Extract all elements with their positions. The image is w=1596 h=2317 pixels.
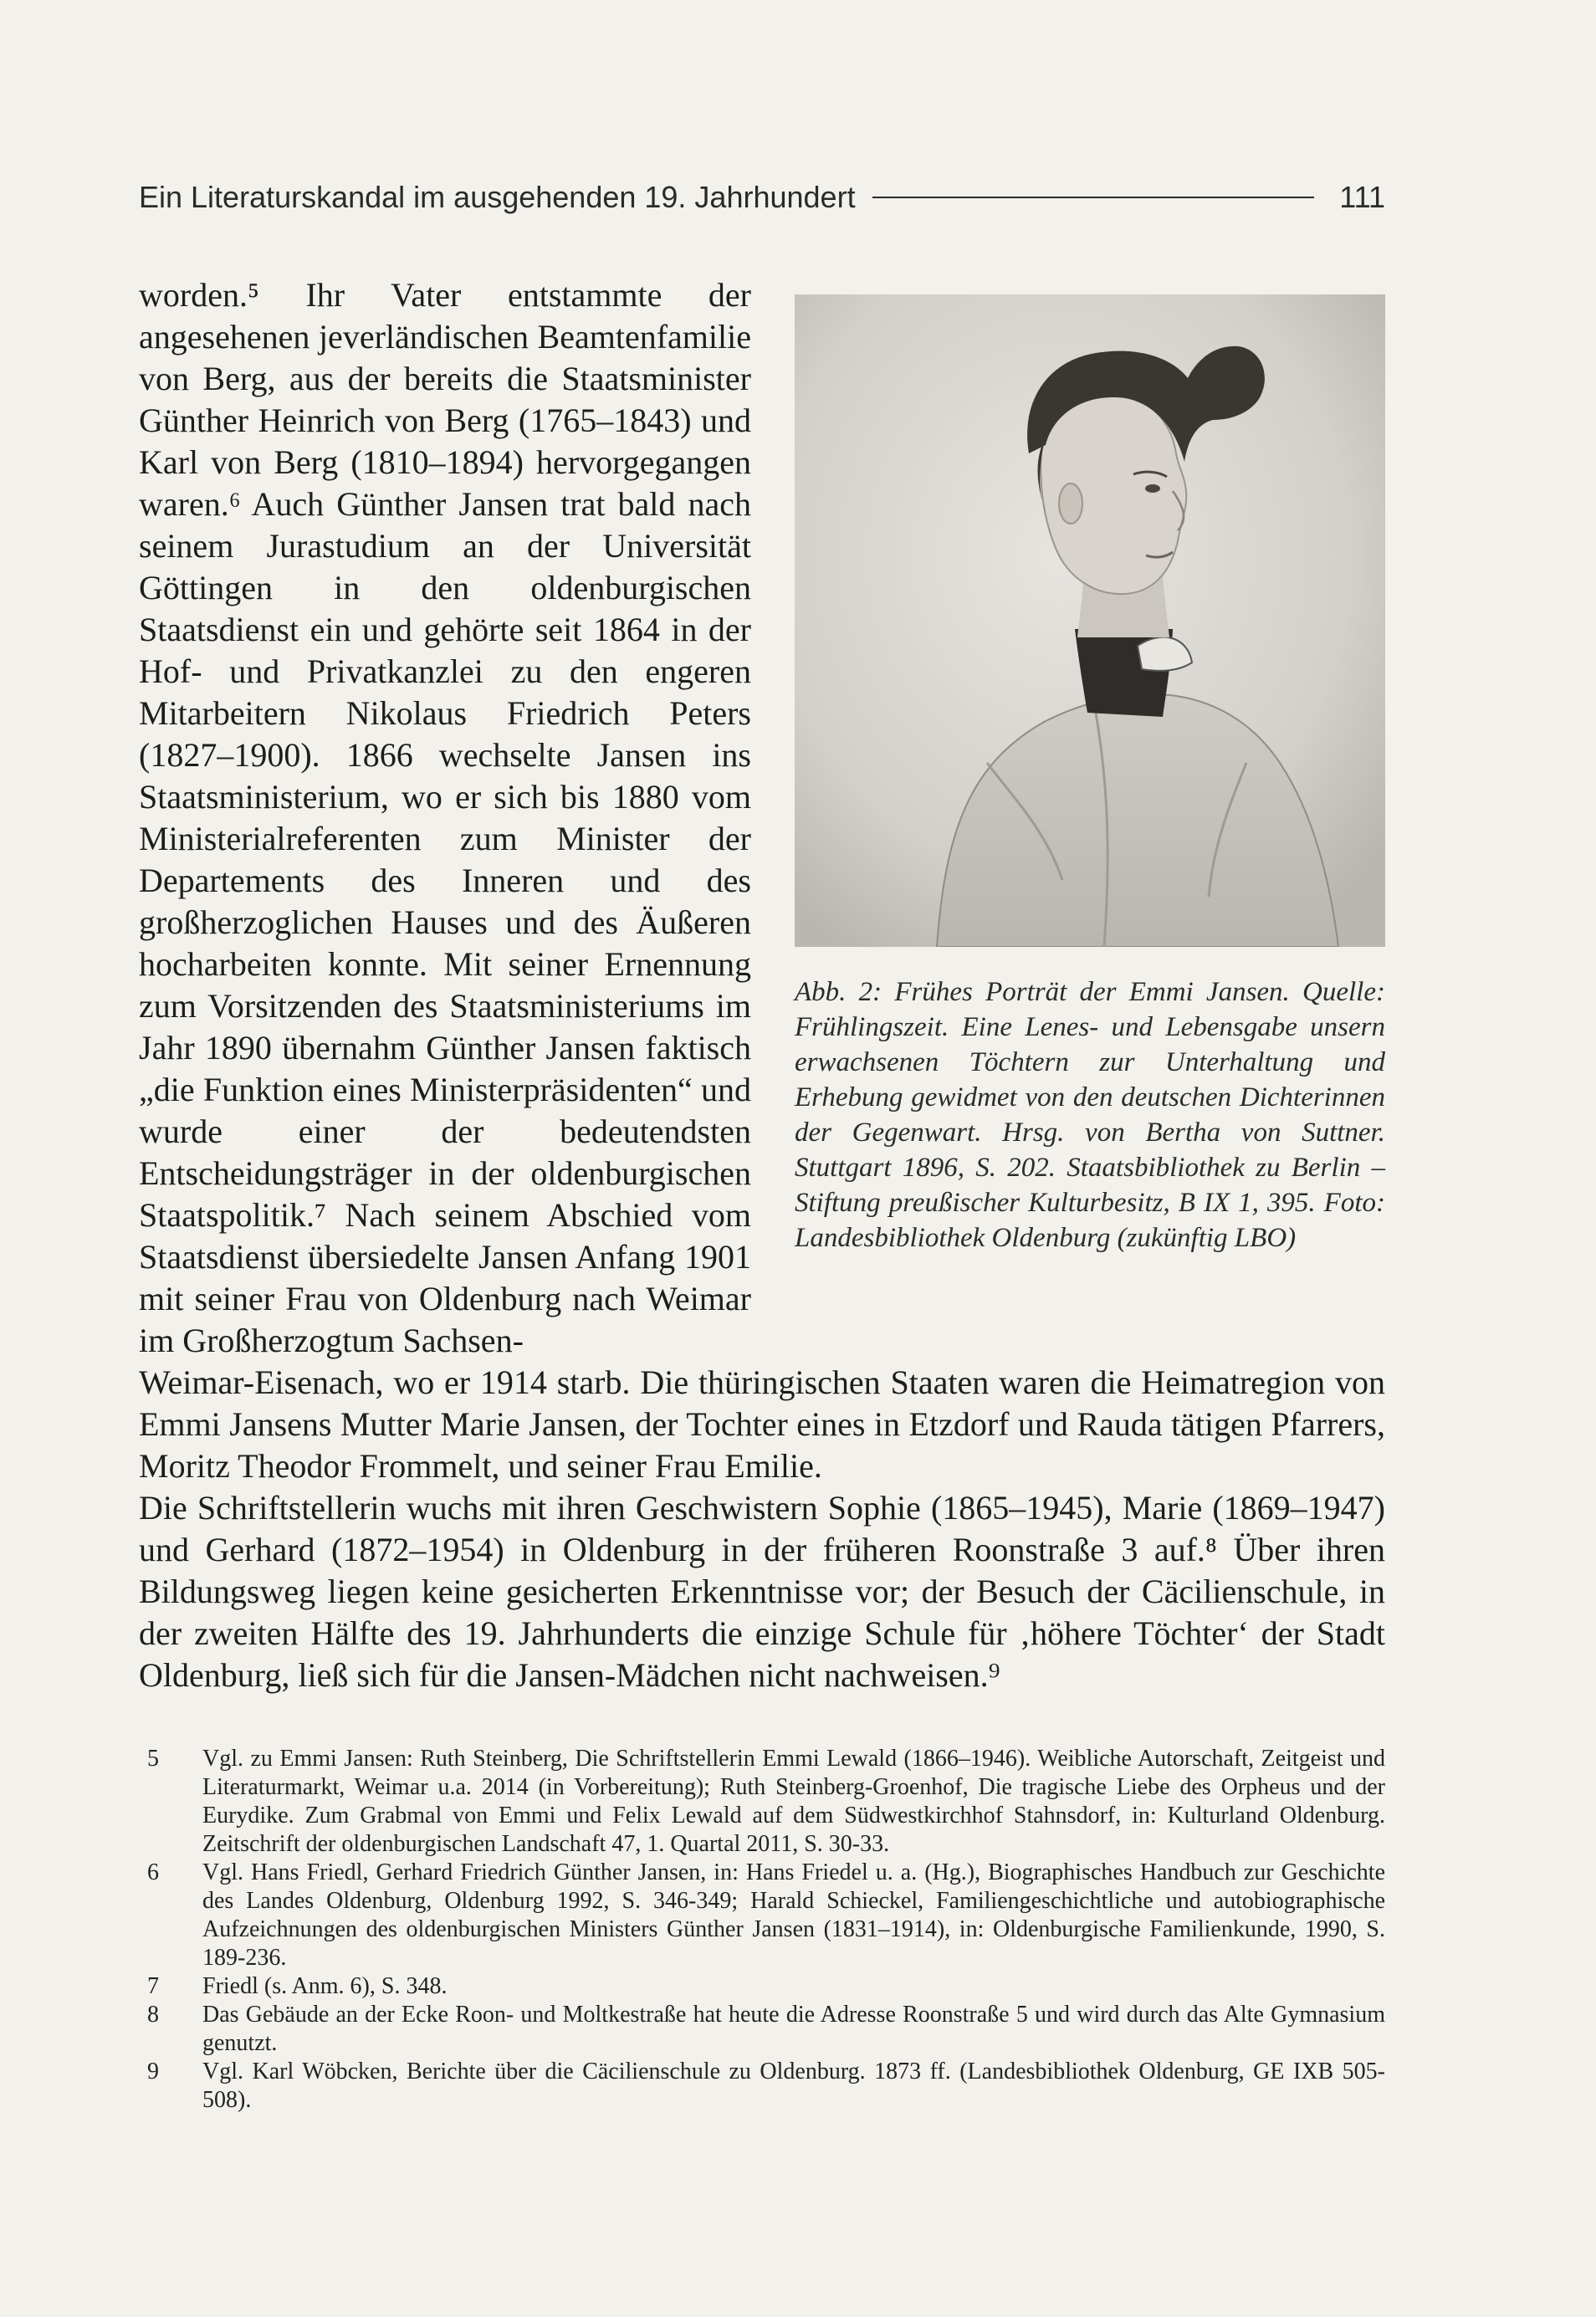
running-title: Ein Literaturskandal im ausgehenden 19. Jahrhundert [139, 180, 856, 214]
body-left-column [139, 274, 751, 1362]
footnote-text: Vgl. Hans Friedl, Gerhard Friedrich Günther Jansen, in: Hans Friedel u. a. (Hg.), Biographisches Handbuch zur Geschichte des Landes Oldenburg, Oldenburg 1992, S. 346-349; Harald Schieckel, Familiengeschichtliche und autobiographische Aufzeichnungen des oldenburgischen Ministers Günther Jansen (1831–1914), in: Oldenburgische Familienkunde, 1990, S. 189-236. [202, 1859, 1385, 1971]
header-rule [872, 197, 1315, 198]
footnote-number: 7 [147, 1973, 159, 1999]
paragraph-left-column: worden.⁵ Ihr Vater entstammte der angesehenen jeverländischen Beamtenfamilie von Berg, aus der bereits die Staatsminister Günther Heinrich von Berg (1765–1843) und Karl von Berg (1810–1894) hervorgegangen waren.⁶ Auch Günther Jansen trat bald nach seinem Jurastudium an der Universität Göttingen in den oldenburgischen Staatsdienst ein und gehörte seit 1864 in der Hof- und Privatkanzlei zu den engeren Mitarbeitern Nikolaus Friedrich Peters (1827–1900). 1866 wechselte Jansen ins Staatsministerium, wo er sich bis 1880 vom Ministerialreferenten zum Minister der Departements des Inneren und des großherzoglichen Hauses und des Äußeren hocharbeiten konnte. Mit seiner Ernennung zum Vorsitzenden des Staatsministeriums im Jahr 1890 übernahm Günther Jansen faktisch „die Funktion eines Ministerpräsidenten“ und wurde einer der bedeutendsten Entscheidungsträger in der oldenburgischen Staatspolitik.⁷ Nach seinem Abschied vom Staatsdienst übersiedelte Jansen Anfang 1901 mit seiner Frau von Oldenburg nach Weimar im Großherzogtum Sachsen- [139, 276, 751, 1359]
footnote [139, 1745, 1385, 1859]
footnote-number: 8 [147, 2002, 159, 2028]
footnote-number: 9 [147, 2059, 159, 2084]
footnotes [139, 1745, 1385, 2115]
footnote-text: Vgl. zu Emmi Jansen: Ruth Steinberg, Die Schriftstellerin Emmi Lewald (1866–1946). Weibliche Autorschaft, Zeitgeist und Literaturmarkt, Weimar u.a. 2014 (in Vorbereitung); Ruth Steinberg-Groenhof, Die tragische Liebe des Orpheus und der Eurydike. Zum Grabmal von Emmi und Felix Lewald auf dem Südwestkirchhof Stahnsdorf, in: Kulturland Oldenburg. Zeitschrift der oldenburgischen Landschaft 47, 1. Quartal 2011, S. 30-33. [202, 1746, 1385, 1857]
footnote [139, 2001, 1385, 2058]
portrait-photo [795, 294, 1385, 947]
footnote-text: Das Gebäude an der Ecke Roon- und Moltkestraße hat heute die Adresse Roonstraße 5 und wird durch das Alte Gymnasium genutzt. [202, 2002, 1385, 2056]
footnote [139, 2058, 1385, 2115]
page-number: 111 [1339, 180, 1385, 214]
body-full-width [139, 1362, 1385, 1696]
footnote-text: Vgl. Karl Wöbcken, Berichte über die Cäcilienschule zu Oldenburg. 1873 ff. (Landesbibliothek Oldenburg, GE IXB 505-508). [202, 2059, 1385, 2113]
paragraph-continuation: Weimar-Eisenach, wo er 1914 starb. Die thüringischen Staaten waren die Heimatregion von Emmi Jansens Mutter Marie Jansen, der Tochter eines in Etzdorf und Rauda tätigen Pfarrers, Moritz Theodor Frommelt, und seiner Frau Emilie. [139, 1363, 1385, 1485]
running-header [139, 172, 1385, 222]
footnote-number: 6 [147, 1859, 159, 1885]
footnote-number: 5 [147, 1746, 159, 1772]
footnote [139, 1859, 1385, 1972]
footnote-text: Friedl (s. Anm. 6), S. 348. [202, 1973, 448, 1999]
paragraph-schriftstellerin: Die Schriftstellerin wuchs mit ihren Geschwistern Sophie (1865–1945), Marie (1869–1947) und Gerhard (1872–1954) in Oldenburg in der früheren Roonstraße 3 auf.⁸ Über ihren Bildungsweg liegen keine gesicherten Erkenntnisse vor; der Besuch der Cäcilienschule, in der zweiten Hälfte des 19. Jahrhunderts die einzige Schule für ‚höhere Töchter‘ der Stadt Oldenburg, ließ sich für die Jansen-Mädchen nicht nachweisen.⁹ [139, 1489, 1385, 1694]
footnote [139, 1972, 1385, 2001]
portrait-photo-image [795, 294, 1385, 947]
figure-caption: Abb. 2: Frühes Porträt der Emmi Jansen. Quelle: Frühlingszeit. Eine Lenes- und Lebensgabe unsern erwachsenen Töchtern zur Unterhaltung und Erhebung gewidmet von den deutschen Dichterinnen der Gegenwart. Hrsg. von Bertha von Suttner. Stuttgart 1896, S. 202. Staatsbibliothek zu Berlin – Stiftung preußischer Kulturbesitz, B IX 1, 395. Foto: Landesbibliothek Oldenburg (zukünftig LBO) [795, 977, 1385, 1253]
